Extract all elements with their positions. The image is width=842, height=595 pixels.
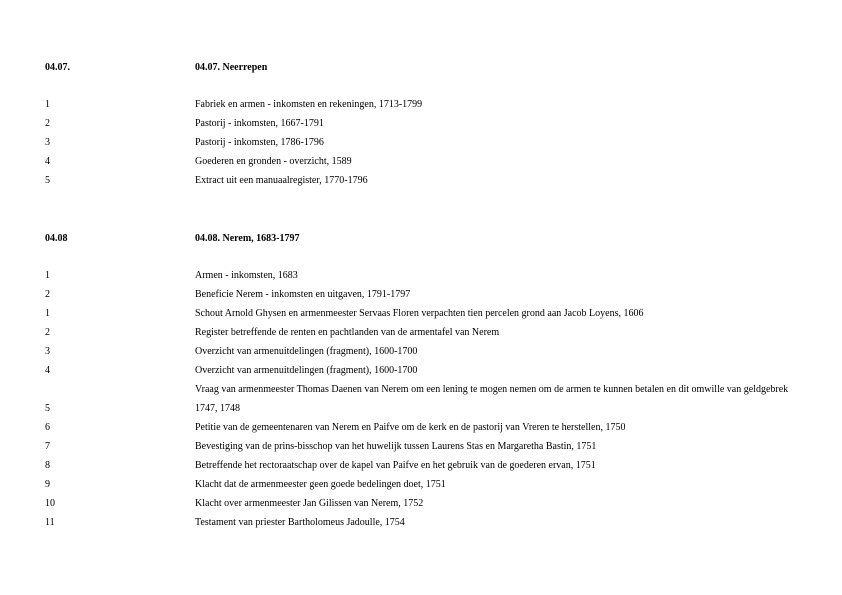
- list-item: [0, 459, 842, 473]
- item-description: Fabriek en armen - inkomsten en rekeningen, 1713-1799: [195, 99, 423, 110]
- section-code: 04.08: [45, 233, 68, 244]
- item-description: Klacht over armenmeester Jan Gilissen van Nerem, 1752: [195, 498, 424, 509]
- item-number: 4: [45, 156, 50, 167]
- item-description: Overzicht van armenuitdelingen (fragment), 1600-1700: [195, 346, 418, 357]
- list-item: [0, 440, 842, 454]
- item-number: 7: [45, 441, 50, 452]
- item-number: 9: [45, 479, 50, 490]
- item-number: 3: [45, 346, 50, 357]
- section-title: 04.07. Neerrepen: [195, 62, 268, 73]
- item-number: 2: [45, 118, 50, 129]
- list-item: [0, 155, 842, 169]
- item-number: 1: [45, 99, 50, 110]
- section-title: 04.08. Nerem, 1683-1797: [195, 233, 300, 244]
- section-heading: [0, 232, 842, 246]
- item-number: 4: [45, 365, 50, 376]
- list-item: [0, 383, 842, 397]
- item-number: 3: [45, 137, 50, 148]
- item-description: Petitie van de gemeentenaren van Nerem en Paifve om de kerk en de pastorij van Vreren te herstellen, 1750: [195, 422, 626, 433]
- list-item: [0, 421, 842, 435]
- list-item: [0, 288, 842, 302]
- item-number: 6: [45, 422, 50, 433]
- item-number: 2: [45, 327, 50, 338]
- list-item: [0, 345, 842, 359]
- item-description: Overzicht van armenuitdelingen (fragment), 1600-1700: [195, 365, 418, 376]
- item-number: 8: [45, 460, 50, 471]
- item-description: 1747, 1748: [195, 403, 240, 414]
- item-description: Testament van priester Bartholomeus Jadoulle, 1754: [195, 517, 405, 528]
- list-item: [0, 136, 842, 150]
- item-description: Betreffende het rectoraatschap over de kapel van Paifve en het gebruik van de goederen ervan, 1751: [195, 460, 596, 471]
- item-description: Vraag van armenmeester Thomas Daenen van Nerem om een lening te mogen nemen om de armen te kunnen betalen en dit omwille van geldgebrek: [195, 384, 789, 395]
- item-description: Klacht dat de armenmeester geen goede bedelingen doet, 1751: [195, 479, 446, 490]
- list-item: [0, 269, 842, 283]
- item-description: Bevestiging van de prins-bisschop van het huwelijk tussen Laurens Stas en Margaretha Bastin, 1751: [195, 441, 597, 452]
- item-description: Schout Arnold Ghysen en armenmeester Servaas Floren verpachten tien percelen grond aan Jacob Loyens, 1606: [195, 308, 644, 319]
- item-number: 5: [45, 403, 50, 414]
- list-item: [0, 516, 842, 530]
- item-description: Armen - inkomsten, 1683: [195, 270, 298, 281]
- list-item: [0, 497, 842, 511]
- list-item: [0, 307, 842, 321]
- item-description: Register betreffende de renten en pachtlanden van de armentafel van Nerem: [195, 327, 500, 338]
- item-number: 1: [45, 270, 50, 281]
- item-number: 2: [45, 289, 50, 300]
- section-code: 04.07.: [45, 62, 70, 73]
- item-number: 5: [45, 175, 50, 186]
- item-description: Pastorij - inkomsten, 1786-1796: [195, 137, 324, 148]
- item-description: Goederen en gronden - overzicht, 1589: [195, 156, 352, 167]
- list-item: [0, 174, 842, 188]
- item-number: 10: [45, 498, 55, 509]
- list-item: [0, 478, 842, 492]
- list-item: [0, 364, 842, 378]
- item-description: Extract uit een manuaalregister, 1770-1796: [195, 175, 368, 186]
- section-heading: [0, 61, 842, 75]
- list-item: [0, 117, 842, 131]
- list-item: [0, 402, 842, 416]
- item-number: 11: [45, 517, 55, 528]
- list-item: [0, 326, 842, 340]
- item-description: Pastorij - inkomsten, 1667-1791: [195, 118, 324, 129]
- item-number: 1: [45, 308, 50, 319]
- item-description: Beneficie Nerem - inkomsten en uitgaven, 1791-1797: [195, 289, 411, 300]
- list-item: [0, 98, 842, 112]
